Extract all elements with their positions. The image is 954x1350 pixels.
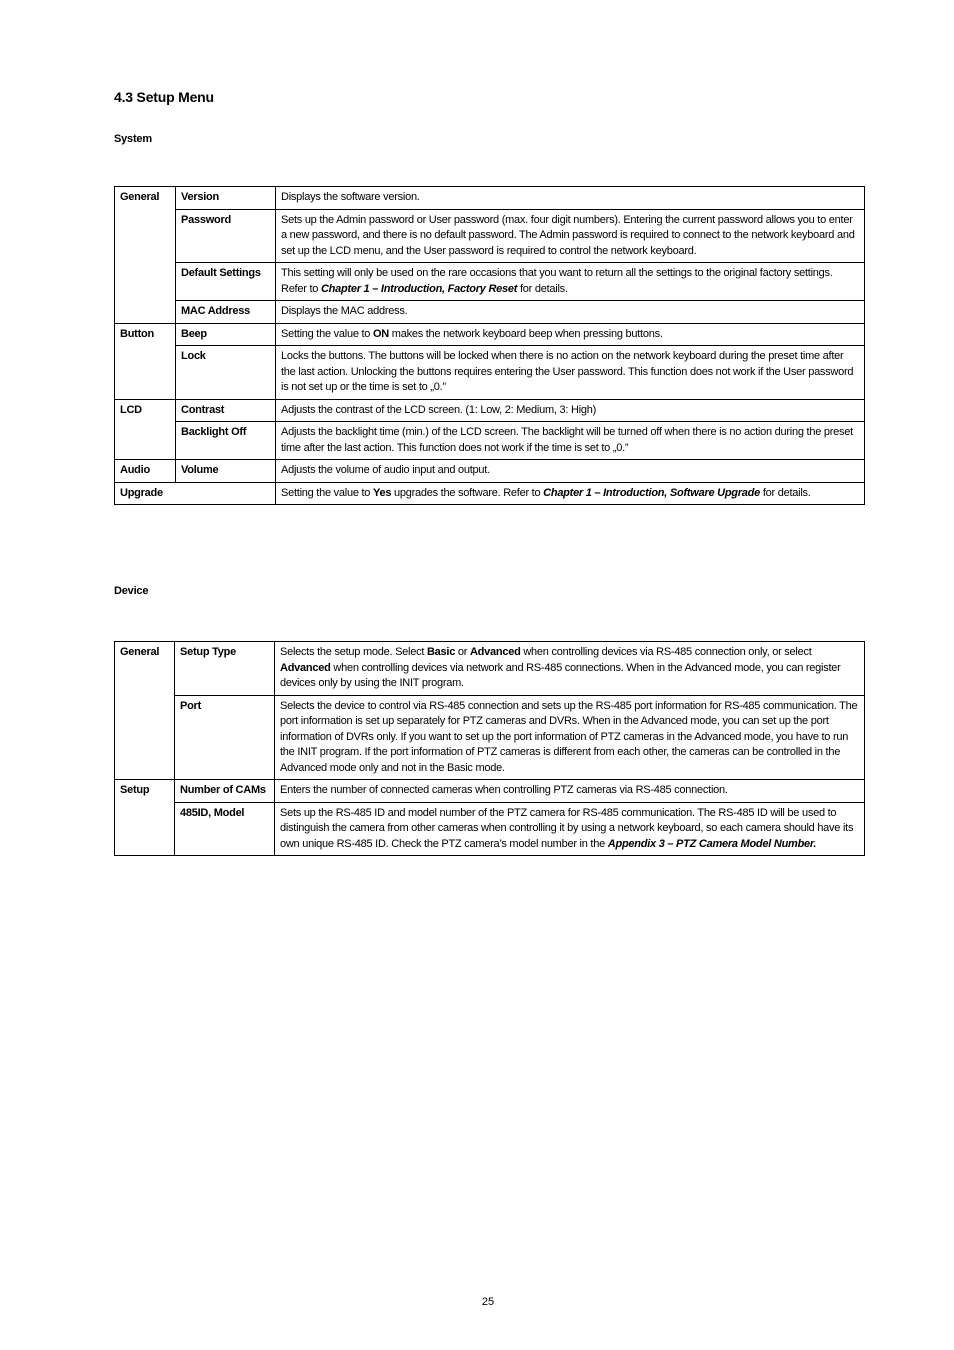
mac-address-description: Displays the MAC address. <box>276 301 865 324</box>
table-row <box>115 460 865 483</box>
table-row <box>115 482 865 505</box>
beep-on-value: ON <box>372 327 389 340</box>
item-default-settings: Default Settings <box>176 263 276 301</box>
page-number: 25 <box>481 1296 495 1308</box>
basic-mode-value: Basic <box>426 646 456 658</box>
beep-desc-suffix: makes the network keyboard beep when pressing buttons. <box>388 327 663 340</box>
table-row <box>115 209 865 263</box>
upgrade-description <box>276 482 865 505</box>
table-row <box>115 187 865 210</box>
485id-model-description <box>275 802 865 856</box>
default-settings-description <box>276 263 865 301</box>
item-lock: Lock <box>176 346 276 400</box>
group-general: General <box>115 642 175 780</box>
factory-reset-reference: Chapter 1 – Introduction, Factory Reset <box>320 282 518 295</box>
group-button: Button <box>115 323 176 399</box>
number-of-cams-description: Enters the number of connected cameras when controlling PTZ cameras via RS-485 connection. <box>275 780 865 803</box>
setup-type-text-4: when controlling devices via network and RS-485 connections. When in the Advanced mode, you can register devices only by using the INIT program. <box>280 661 841 689</box>
setup-type-text-2: or <box>455 646 470 658</box>
upgrade-desc-suffix: for details. <box>760 486 811 499</box>
item-contrast: Contrast <box>176 399 276 422</box>
upgrade-desc-text: Setting the value to <box>281 486 373 499</box>
setup-type-text-3: when controlling devices via RS-485 connection only, or select <box>520 646 812 658</box>
upgrade-desc-middle: upgrades the software. Refer to <box>391 486 544 499</box>
default-desc-suffix: for details. <box>517 282 568 295</box>
group-general: General <box>115 187 176 324</box>
item-version: Version <box>176 187 276 210</box>
version-description: Displays the software version. <box>276 187 865 210</box>
password-description: Sets up the Admin password or User password (max. four digit numbers). Entering the current password allows you to enter a new password, and there is no default password. The Admin password is required to connect to the network keyboard and set up the LCD menu, and the User password is required to control the network keyboard. <box>276 209 865 263</box>
item-setup-type: Setup Type <box>175 642 275 696</box>
upgrade-yes-value: Yes <box>372 486 392 499</box>
appendix-reference: Appendix 3 – PTZ Camera Model Number. <box>607 837 817 850</box>
section-heading: 4.3 Setup Menu <box>114 89 214 105</box>
device-subheading: Device <box>114 585 149 597</box>
contrast-description: Adjusts the contrast of the LCD screen. (1: Low, 2: Medium, 3: High) <box>276 399 865 422</box>
table-row <box>115 346 865 400</box>
advanced-mode-value: Advanced <box>469 646 521 658</box>
table-row <box>115 323 865 346</box>
software-upgrade-reference: Chapter 1 – Introduction, Software Upgrade <box>543 486 761 499</box>
item-password: Password <box>176 209 276 263</box>
setup-type-text-1: Selects the setup mode. Select <box>280 646 427 658</box>
system-subheading: System <box>114 133 152 145</box>
table-row <box>115 642 865 696</box>
table-row <box>115 695 865 780</box>
group-upgrade: Upgrade <box>115 482 276 505</box>
table-row <box>115 422 865 460</box>
system-settings-table <box>114 186 865 505</box>
volume-description: Adjusts the volume of audio input and output. <box>276 460 865 483</box>
default-desc-text: This setting will only be used on the rare occasions that you want to return all the settings to the original factory settings. Refer to <box>281 267 833 295</box>
table-row <box>115 399 865 422</box>
group-audio: Audio <box>115 460 176 483</box>
item-backlight-off: Backlight Off <box>176 422 276 460</box>
group-setup: Setup <box>115 780 175 856</box>
lock-description: Locks the buttons. The buttons will be locked when there is no action on the network keyboard during the preset time after the last action. Unlocking the buttons requires entering the User password. This function does not work if the User password is not set up or the time is set to „0.” <box>276 346 865 400</box>
item-port: Port <box>175 695 275 780</box>
table-row <box>115 802 865 856</box>
table-row <box>115 301 865 324</box>
beep-description <box>276 323 865 346</box>
item-485id-model: 485ID, Model <box>175 802 275 856</box>
beep-desc-text: Setting the value to <box>281 327 373 340</box>
item-mac-address: MAC Address <box>176 301 276 324</box>
group-lcd: LCD <box>115 399 176 460</box>
item-number-of-cams: Number of CAMs <box>175 780 275 803</box>
backlight-description: Adjusts the backlight time (min.) of the LCD screen. The backlight will be turned off when there is no action during the preset time after the last action. This function does not work if the time is set to „0.” <box>276 422 865 460</box>
advanced-mode-value: Advanced <box>280 661 331 674</box>
item-beep: Beep <box>176 323 276 346</box>
device-settings-table <box>114 641 865 856</box>
table-row <box>115 780 865 803</box>
item-volume: Volume <box>176 460 276 483</box>
485id-desc-text: Sets up the RS-485 ID and model number of the PTZ camera for RS-485 communication. The RS-485 ID will be used to distinguish the camera from other cameras when controlling it by using a network keyboard, so each camera should have its own unique RS-485 ID. Check the PTZ camera’s model number in the <box>280 806 854 850</box>
port-description: Selects the device to control via RS-485 connection and sets up the RS-485 port information for RS-485 communication. The port information is set up separately for PTZ cameras and DVRs. When in the Advanced mode, you can set up the port information of DVRs only. If you want to set up the port information of PTZ cameras in the Advanced mode, you have to run the INIT program. If the port information of PTZ cameras is different from each other, the cameras can be controlled in the Advanced mode only and not in the Basic mode. <box>275 695 865 780</box>
setup-type-description <box>275 642 865 696</box>
table-row <box>115 263 865 301</box>
